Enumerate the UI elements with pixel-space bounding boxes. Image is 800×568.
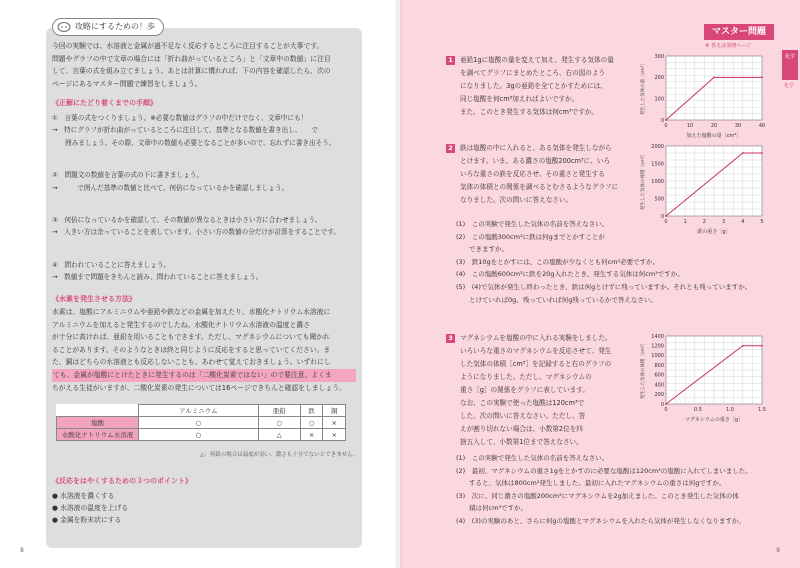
intro-text [52,40,356,90]
y-axis-label: 発生した気体の体積［cm³］ [641,151,646,211]
book-gutter [396,0,404,568]
hydrogen-heading: 《水素を発生させる方法》 [52,295,136,303]
y-tick-label: 1200 [651,343,664,350]
question-line: 捨五入して、小数第1位まで答えなさい。 [460,438,583,446]
question-line: いろいろな重さのマグネシウムを反応させて、発生 [460,347,612,355]
point-item: ● 水溶液の温度を上げる [52,504,129,512]
question-3-text [460,332,612,449]
chart-iron [640,140,770,236]
y-tick-label: 2000 [651,143,664,150]
intro-line: 問題やグラフの中で文章の場合には「折れ曲がっているところ」と「文章中の数値」に注目 [52,54,331,63]
question-number: 3 [446,334,455,343]
table-cell: × [300,429,323,441]
data-point [713,76,715,78]
data-point [761,345,763,347]
table-header: 銅 [323,405,346,417]
x-tick-label: 1 [683,219,687,225]
question-line: になりました。3gの亜鉛を全てとかすためには、 [460,82,607,90]
hydrogen-text [52,306,356,394]
question-line: 同じ塩酸を何cm³加えればよいですか。 [460,95,579,103]
y-tick-label: 800 [654,362,664,369]
question-line: とけます。いま、ある濃さの塩酸200cm³に、いろ [460,157,611,165]
subquestion: (3) 鉄10gをとかすには、この塩酸が少なくとも何cm³必要ですか。 [456,257,660,266]
question-line: 鉄は塩酸の中に入れると、ある気体を発生しながら [460,144,612,152]
subquestion: (5) (4)で気体が発生し終わったとき、鉄は何gとけずに残っていますか。それとも残っていますか。 [456,282,752,291]
x-tick-label: 3 [722,219,726,225]
x-tick-label: 0.5 [694,407,702,413]
question-number: 1 [446,56,455,65]
cloud-icon [57,21,71,33]
question-line: 重さ［g］の関係をグラフに表しています。 [460,386,589,394]
hydrogen-line: が十分に高ければ、亜鉛を用いることもできます。ただし、マグネシウムについても聞かれ [52,333,330,342]
question-2-text [460,142,618,207]
question-3-subquestions [456,452,776,528]
question-line: えが割り切れない場合は、小数第2位を四 [460,425,583,433]
y-tick-label: 1500 [651,161,664,168]
step-line: ② 問題文の数値を言葉の式の下に書きましょう。 [52,171,203,180]
point-item: ● 金属を粉末状にする [52,516,122,524]
question-line: ようになりました。ただし、マグネシウムの [460,373,592,381]
subquestion: すると、気体は800cm³発生しました。最初に入れたマグネシウムの重さは何gですか。 [456,479,726,488]
x-tick-label: 2 [702,219,706,225]
step-line: → で囲んだ基準の数値と比べて、何倍になっているかを確認しましょう。 [52,183,289,192]
question-line: いろな重さの鉄を反応させ、その重さと発生する [460,170,605,178]
x-tick-label: 30 [734,123,742,129]
data-point [665,403,667,405]
step-line: ④ 問われていることに答えましょう。 [52,260,171,269]
data-point [665,215,667,217]
subquestion: (4) (3)の実験のあと、さらに何gの塩酸とマグネシウムを入れたら気体が発生しなくなりますか。 [456,516,745,525]
table-cell: ○ [300,417,323,429]
y-tick-label: 200 [654,392,664,399]
x-tick-label: 5 [760,219,764,225]
step-line: ① 言葉の式をつくりましょう。※必要な数値はグラフの中だけでなく、文章中にも！ [52,114,308,122]
question-line: した気体の体積［cm³］を記録すると右のグラフの [460,360,612,368]
subquestion: 積は何cm³ですか。 [456,504,528,513]
subquestion: とけていれば0g、残っていれば何g残っているかで答えなさい。 [456,295,657,304]
table-cell: × [323,417,346,429]
question-number: 2 [446,144,455,153]
intro-line: ページにあるマスター問題で練習をしましょう。 [52,79,202,88]
section-pill [52,18,164,36]
x-axis-label: 鉄の重さ［g］ [697,229,731,235]
y-axis-label: 発生した気体の量［cm³］ [641,61,646,115]
question-line: マグネシウムを塩酸の中に入れる実験をしました。 [460,334,612,342]
page-number-left: 8 [20,547,24,554]
table-cell: ○ [258,417,300,429]
step-line: → 入きい方は余っていることを表しています。小さい方の数値の分だけが計算をすることです。 [52,228,340,237]
points-list [52,490,332,526]
table-cell: ○ [139,417,259,429]
table-cell: ○ [139,429,259,441]
hydrogen-line: た、銅はどちらの水溶液とも反応しないことも、あわせて覚えておきましょう。いずれにし [52,358,331,367]
question-line: 亜鉛1gに塩酸の量を変えて加え、発生する気体の量 [460,56,614,64]
y-tick-label: 1000 [651,178,664,185]
subquestion: (1) この実験で発生した気体の名前を答えなさい。 [456,220,609,228]
y-axis-label: 発生した気体の体積［cm³］ [641,340,646,400]
table-row-label: 水酸化ナトリウム水溶液 [57,429,139,441]
subquestion: できますか。 [456,245,508,254]
steps-list [52,112,356,284]
y-tick-label: 400 [654,382,664,389]
question-line: した。次の問いに答えなさい。ただし、答 [460,412,586,420]
question-line: 気体の体積との関係を調べるとむさるようなグラフに [460,183,619,191]
chapter-tab-sub: 化学 [784,83,795,89]
y-tick-label: 500 [654,196,664,203]
y-tick-label: 300 [654,53,664,60]
y-tick-label: 1000 [651,353,664,360]
question-line: なりました。次の問いに答えなさい。 [460,196,573,204]
data-point [742,345,744,347]
x-tick-label: 10 [686,123,694,129]
step-line: → 特にグラフが折れ曲がっているところに注目して、基準となる数値を書き出し、 で [52,126,318,135]
step-line: → 数値まで問題をきちんと読み、問われていることに答えましょう。 [52,273,263,282]
y-tick-label: 0 [660,401,664,408]
subquestion: (1) この実験で発生した気体の名前を答えなさい。 [456,454,609,462]
chart-hydrochloric-acid [640,50,770,140]
table-note: △：亜鉛の場合は温度が高い、濃さも十分でないとできません。 [200,452,359,458]
subquestion: (2) 最初、マグネシウムの重さ1gをとかすのに必要な塩酸は120cm³の塩酸に入れてしまいました。 [456,466,752,475]
question-1-text [460,54,614,119]
table-header-row [57,405,346,417]
x-tick-label: 1.5 [758,407,766,413]
question-line: を調べてグラフにまとめたところ、右の図のよう [460,69,606,77]
table-header: 亜鉛 [258,405,300,417]
data-point [665,119,667,121]
y-tick-label: 100 [654,96,664,103]
chart-magnesium [640,330,770,424]
x-tick-label: 4 [741,219,745,225]
intro-line: 今回の実験では、水溶液と金属が過不足なく反応するところに注目することが大事です。 [52,42,324,50]
table-header: 鉄 [300,405,323,417]
master-subtitle: ⑨ 答えは別冊ページ [705,43,751,49]
table-row-label: 塩酸 [57,417,139,429]
steps-heading: 《正解にたどり着くまでの手順》 [52,99,157,107]
master-title-block [704,24,774,40]
x-tick-label: 20 [710,123,718,129]
y-tick-label: 0 [660,117,664,124]
x-tick-label: 40 [758,123,766,129]
x-tick-label: 0 [664,123,668,129]
page-number-right: 9 [776,547,780,554]
table-row [57,429,346,441]
hydrogen-line: アルミニウムを加えると発生するのでしたね。水酸化ナトリウム水溶液の温度と濃さ [52,320,310,329]
hydrogen-line: 水素は、塩酸にアルミニウムや亜鉛や鉄などの金属を加えたり、水酸化ナトリウム水溶液に [52,308,331,316]
chapter-tab: 化学 [782,50,798,80]
x-tick-label: 0 [664,219,668,225]
subquestion: (4) この塩酸600cm³に鉄を20g入れたとき、発生する気体は何cm³ですか。 [456,270,684,279]
question-line: なお、この実験で使った塩酸は120cm³で [460,399,585,407]
subquestion: (3) 次に、同じ濃さの塩酸200cm³にマグネシウムを2g加えました。このとき発生した気体の体 [456,491,739,500]
y-tick-label: 200 [654,75,664,82]
x-axis-label: マグネシウムの重さ［g］ [684,417,744,423]
x-tick-label: 0 [664,407,668,413]
step-line: ③ 何倍になっているかを確認して、その数値が異なるときは小さい方に合わせましょう。 [52,216,322,225]
point-item: ● 水溶液を濃くする [52,492,115,500]
x-tick-label: 1.0 [726,407,734,413]
data-point [761,76,763,78]
data-point [742,152,744,154]
question-line: また、このとき発生する気体は何cm³ですか。 [460,108,598,116]
hydrogen-line-highlight: ても、金属が塩酸にとけたときに発生するのは「二酸化炭素ではない」ので要注意。よくま [52,369,356,382]
reaction-table [56,404,346,441]
subquestion: (2) この塩酸300cm³に鉄は何gまでとかすことが [456,232,605,241]
y-tick-label: 0 [660,213,664,220]
step-line: 囲みましょう。その際、文章中の数値も必要となることが多いので、忘れずに書き出そう。 [52,138,336,147]
y-tick-label: 600 [654,372,664,379]
x-axis-label: 加えた塩酸の量［cm³］ [686,133,742,139]
table-row [57,417,346,429]
data-point [761,152,763,154]
table-cell: × [323,429,346,441]
table-cell: △ [258,429,300,441]
hydrogen-line: ることがあります。そのようなときは終と同じように反応をすると思っていてください。ま [52,345,331,354]
hydrogen-line: ちがえる生徒がいますが、二酸化炭素の発生については16ページできちんと確認をしましょう。 [52,383,346,392]
section-pill-label: 攻略にするための！歩 [75,22,155,31]
points-heading: 《反応をはやくするための３つのポイント》 [52,477,192,485]
table-header: アルミニウム [139,405,259,417]
master-title: マスター問題 [704,24,774,40]
y-tick-label: 1400 [651,333,664,340]
intro-line: して、言葉の式を組み立てましょう。あとは計算に慣れれば、下の内容を確認したら、次の [52,67,331,76]
